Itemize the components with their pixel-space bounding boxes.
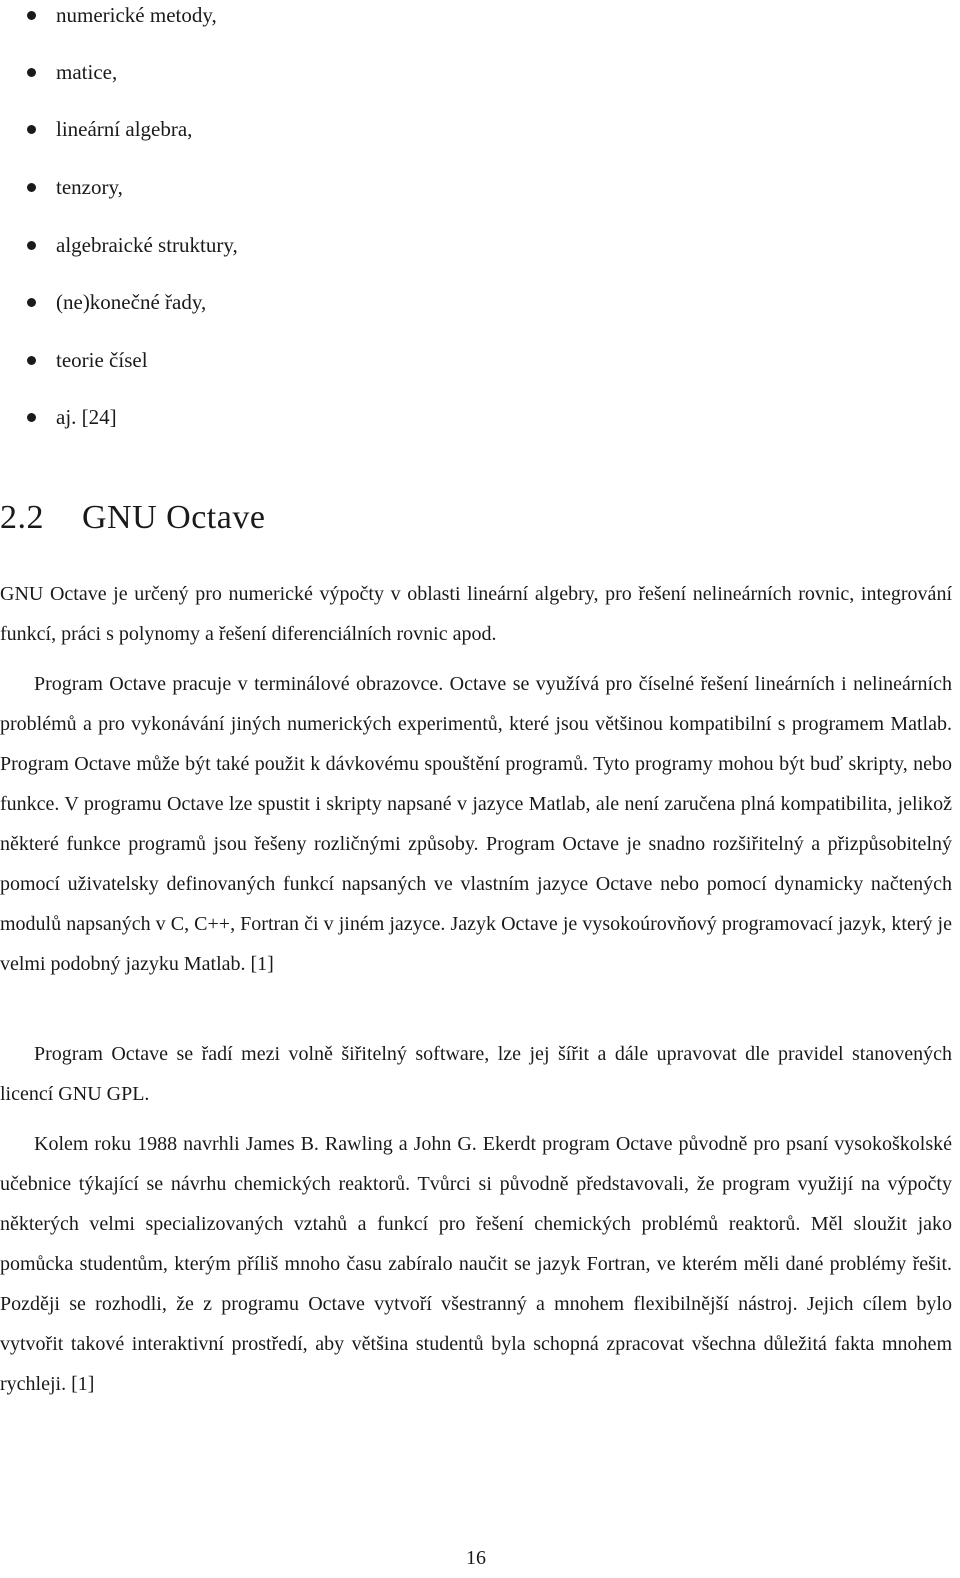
- bullet-icon: [27, 68, 36, 77]
- bullet-icon: [27, 298, 36, 307]
- list-item-text: tenzory,: [56, 175, 123, 199]
- list-item-text: teorie čísel: [56, 348, 148, 372]
- bullet-icon: [27, 125, 36, 134]
- paragraph-history: Kolem roku 1988 navrhli James B. Rawling a John G. Ekerdt program Octave původně pro psaní vysokoškolské učebnice týkající se návrhu chemických reaktorů. Tvůrci si původně představovali, že program využijí na výpočty některých velmi specializovaných vztahů a funkcí pro řešení chemických problémů reaktorů. Měl sloužit jako pomůcka studentům, kterým příliš mnoho času zabíralo naučit se jazyk Fortran, ve kterém měli dané problémy řešit. Později se rozhodli, že z programu Octave vytvoří všestranný a mnohem flexibilnější nástroj. Jejich cílem bylo vytvořit takové interaktivní prostředí, aby většina studentů byla schopná zpracovat všechna důležitá fakta mnohem rychleji. [1]: [0, 1133, 952, 1395]
- page-number: 16: [466, 1547, 486, 1569]
- list-item-text: algebraické struktury,: [56, 233, 238, 257]
- paragraph-license: Program Octave se řadí mezi volně šiřitelný software, lze jej šířit a dále upravovat dle pravidel stanovených licencí GNU GPL.: [0, 1043, 952, 1105]
- paragraph-intro: GNU Octave je určený pro numerické výpočty v oblasti lineární algebry, pro řešení nelineárních rovnic, integrování funkcí, práci s polynomy a řešení diferenciálních rovnic apod.: [0, 583, 952, 645]
- bullet-icon: [27, 356, 36, 365]
- list-item-text: matice,: [56, 60, 118, 84]
- section-title: GNU Octave: [82, 499, 266, 536]
- section-number: 2.2: [0, 499, 44, 536]
- list-item-text: lineární algebra,: [56, 117, 193, 141]
- list-item-text: (ne)konečné řady,: [56, 290, 207, 314]
- paragraph-terminal: Program Octave pracuje v terminálové obrazovce. Octave se využívá pro číselné řešení lineárních i nelineárních problémů a pro vykonávání jiných numerických experimentů, které jsou většinou kompatibilní s programem Matlab. Program Octave může být také použit k dávkovému spouštění programů. Tyto programy mohou být buď skripty, nebo funkce. V programu Octave lze spustit i skripty napsané v jazyce Matlab, ale není zaručena plná kompatibilita, jelikož některé funkce programů jsou řešeny rozličnými způsoby. Program Octave je snadno rozšiřitelný a přizpůsobitelný pomocí uživatelsky definovaných funkcí napsaných ve vlastním jazyce Octave nebo pomocí dynamicky načtených modulů napsaných v C, C++, Fortran či v jiném jazyce. Jazyk Octave je vysokoúrovňový programovací jazyk, který je velmi podobný jazyku Matlab. [1]: [0, 673, 952, 975]
- list-item-text: numerické metody,: [56, 3, 217, 27]
- bullet-icon: [27, 241, 36, 250]
- list-item-text: aj. [24]: [56, 405, 117, 429]
- bullet-icon: [27, 413, 36, 422]
- section-heading: [0, 496, 265, 540]
- bullet-icon: [27, 11, 36, 20]
- bullet-icon: [27, 183, 36, 192]
